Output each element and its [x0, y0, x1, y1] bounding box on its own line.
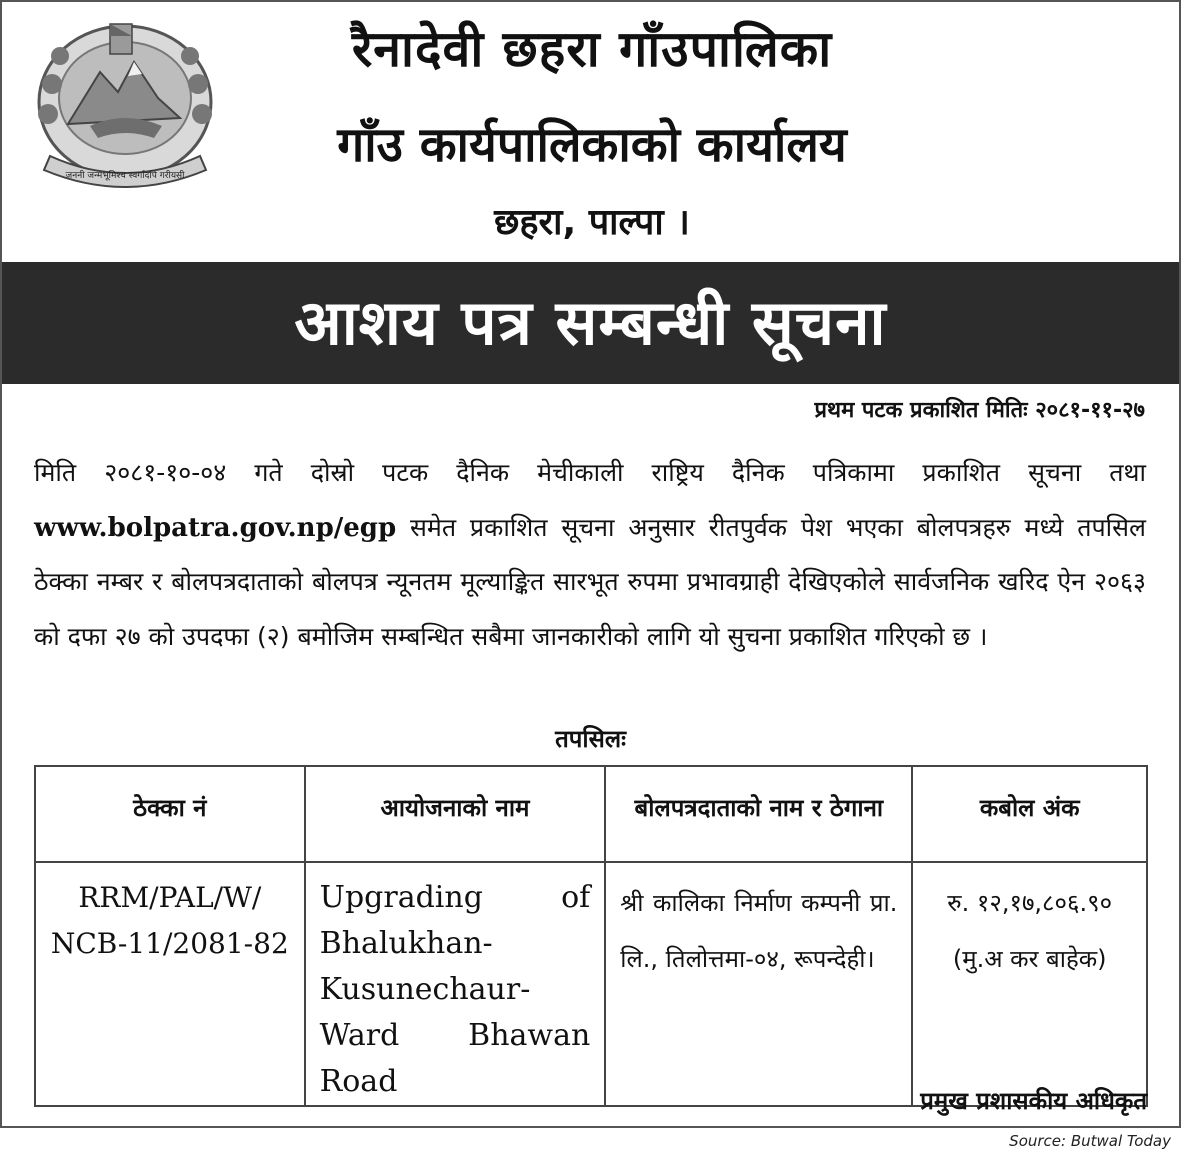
notice-header: [0, 0, 1181, 262]
project-name-cell: Upgrading of Bhalukhan-Kusunechaur-Ward Bhawan Road: [305, 862, 606, 1106]
notice-body: [34, 446, 1146, 664]
source-credit: Source: Butwal Today: [1009, 1132, 1171, 1150]
bidder-cell: श्री कालिका निर्माण कम्पनी प्रा. लि., तिलोत्तमा-०४, रूपन्देही।: [605, 862, 912, 1106]
nepal-emblem-icon: [30, 14, 220, 189]
header-amount: कबोल अंक: [912, 766, 1147, 862]
amount-cell: [912, 862, 1147, 1106]
header-project-name: आयोजनाको नाम: [305, 766, 606, 862]
org-name: रैनादेवी छहरा गाँउपालिका: [351, 20, 833, 78]
amount-value: रु. १२,१७,८०६.९०: [947, 889, 1113, 917]
body-text-part1: मिति २०८१-१०-०४ गते दोस्रो पटक दैनिक मेचीकाली राष्ट्रिय दैनिक पत्रिकामा प्रकाशित सूचना तथा: [34, 458, 1146, 487]
signatory: प्रमुख प्रशासकीय अधिकृत: [920, 1087, 1147, 1115]
emblem-motto: जननी जन्मभूमिश्च स्वर्गादपि गरीयसी: [65, 171, 185, 181]
header-bidder: बोलपत्रदाताको नाम र ठेगाना: [605, 766, 912, 862]
table-header-row: [35, 766, 1147, 862]
office-name: गाँउ कार्यपालिकाको कार्यालय: [337, 117, 847, 173]
contract-table: [34, 765, 1148, 1107]
table-row: [35, 862, 1147, 1106]
office-address: छहरा, पाल्पा ।: [494, 202, 690, 243]
header-contract-no: ठेक्का नं: [35, 766, 305, 862]
body-text-part2: समेत प्रकाशित सूचना अनुसार रीतपुर्वक पेश भएका बोलपत्रहरु मध्ये तपसिल ठेक्का नम्बर र बोलपत्रदाताको बोलपत्र न्यूनतम मूल्याङ्कित सारभूत रुपमा प्रभावग्राही देखिएकोले सार्वजनिक खरिद ऐन २०६३ को दफा २७ को उपदफा (२) बमोजिम सम्बन्धित सबैमा जानकारीको लागि यो सुचना प्रकाशित गरिएको छ ।: [34, 512, 1146, 651]
contract-no-cell: RRM/PAL/W/ NCB-11/2081-82: [35, 862, 305, 1106]
bolpatra-url: www.bolpatra.gov.np/egp: [34, 512, 397, 543]
schedule-label: तपसिलः: [555, 725, 626, 753]
notice-title: आशय पत्र सम्बन्धी सूचना: [2, 262, 1179, 384]
amount-note: (मु.अ कर बाहेक): [952, 945, 1107, 973]
publish-date: प्रथम पटक प्रकाशित मितिः २०८१-११-२७: [814, 398, 1145, 423]
